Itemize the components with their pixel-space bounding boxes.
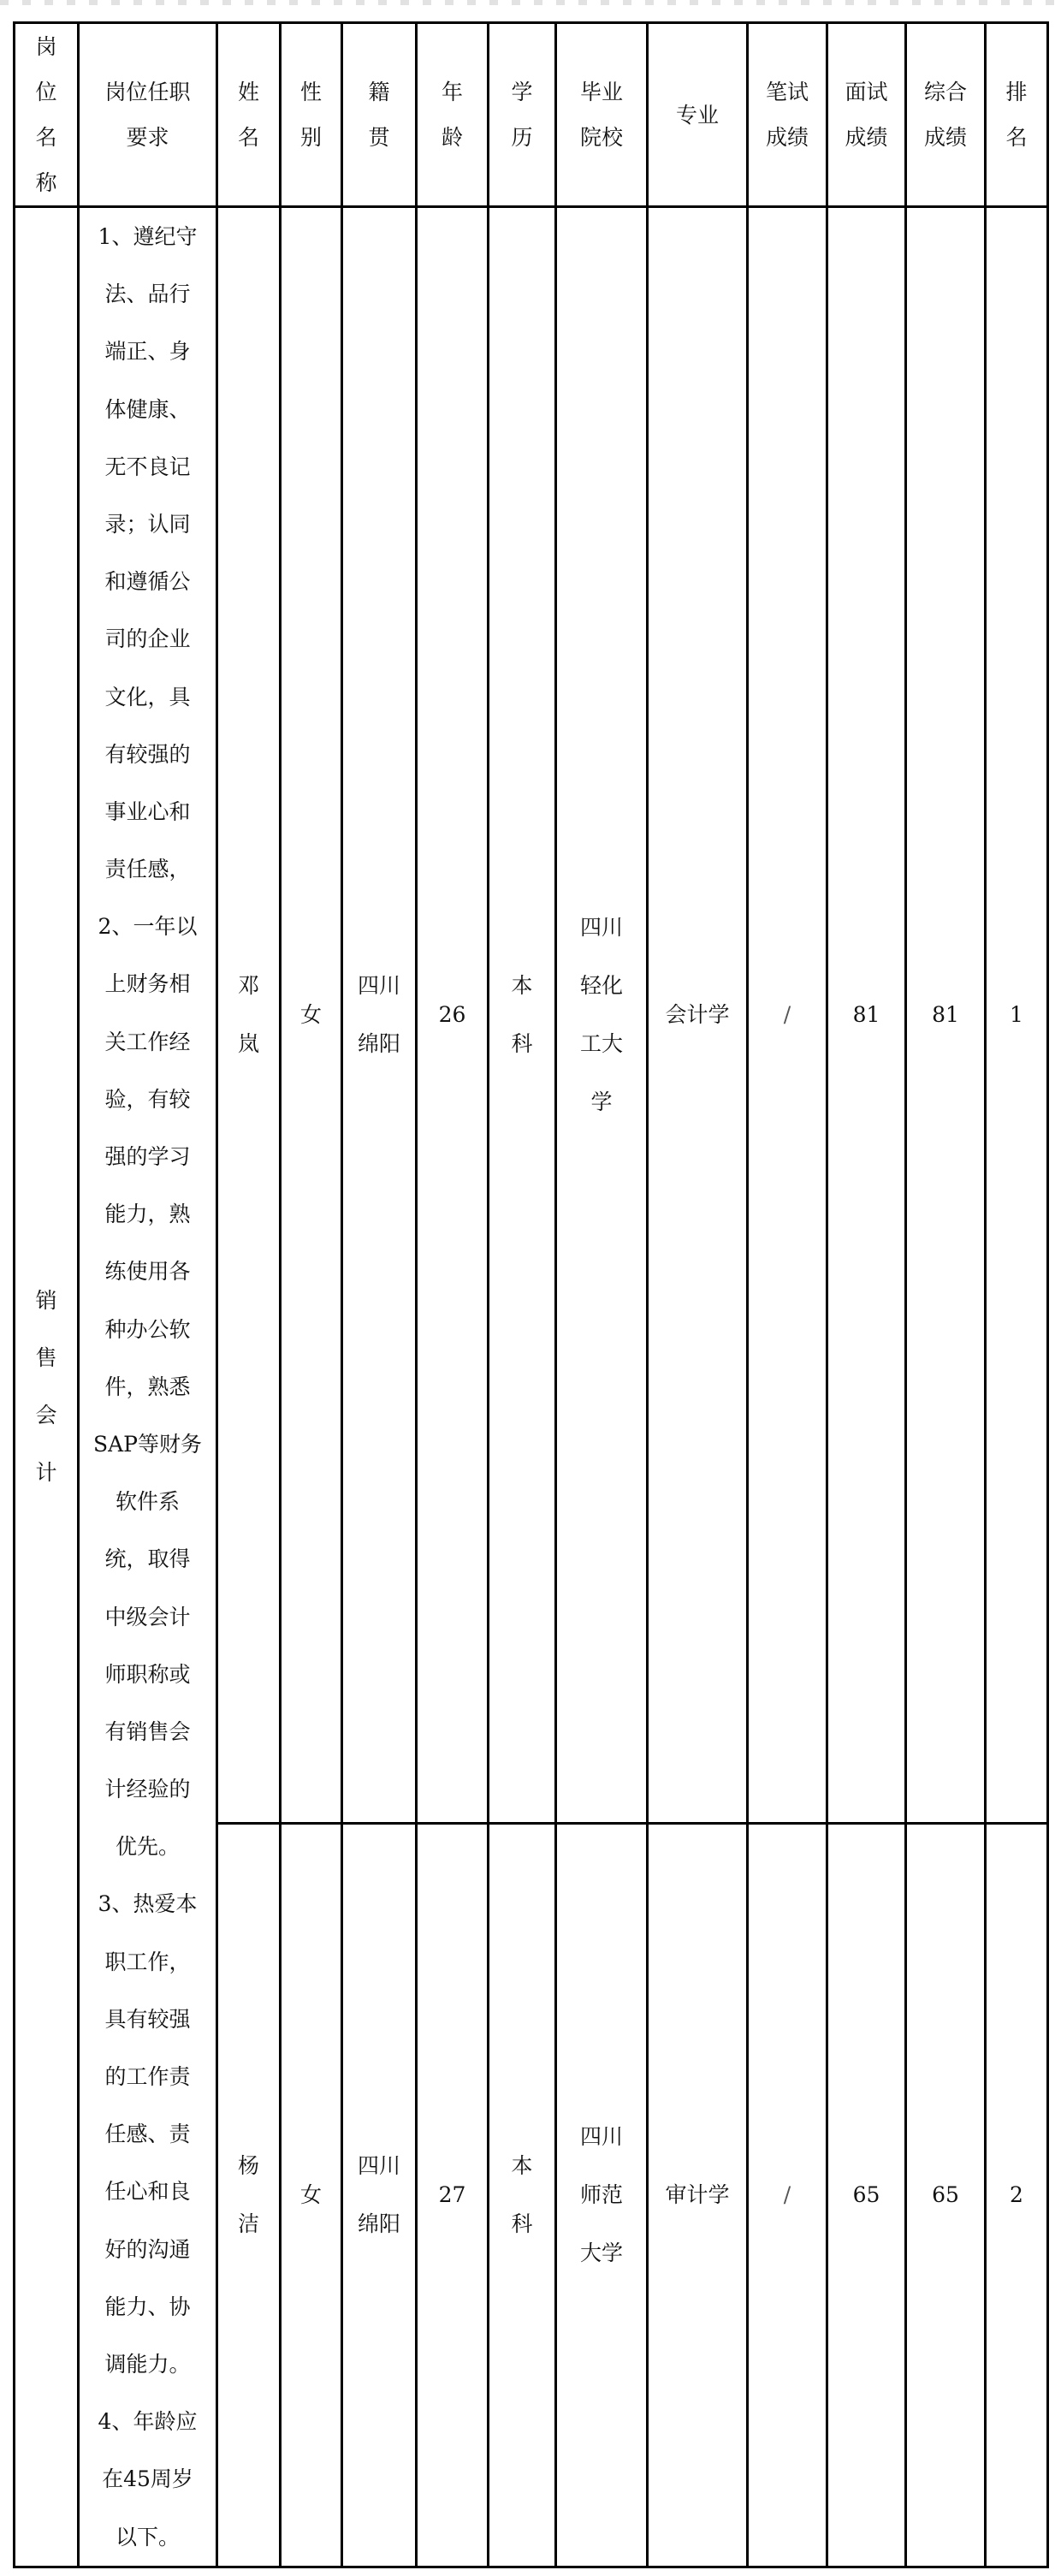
education-cell: 本 科 xyxy=(489,207,556,1824)
age-cell: 27 xyxy=(417,1824,489,2567)
rank-cell: 2 xyxy=(986,1824,1048,2567)
native-place-cell: 四川 绵阳 xyxy=(342,1824,417,2567)
header-row xyxy=(15,23,1048,207)
position-cell: 销 售 会 计 xyxy=(15,207,79,2567)
major-cell: 会计学 xyxy=(648,207,748,1824)
header-name: 姓 名 xyxy=(217,23,281,207)
header-age: 年 龄 xyxy=(417,23,489,207)
interview-score-cell: 81 xyxy=(827,207,906,1824)
header-education: 学 历 xyxy=(489,23,556,207)
header-requirements: 岗位任职 要求 xyxy=(79,23,217,207)
requirements-cell: 1、遵纪守 法、品行 端正、身 体健康、 无不良记 录；认同 和遵循公 司的企业 文化，具 有较强的 事业心和 责任感， 2、一年以 上财务相 关工作经 验，有较 强的学习 能力，熟 练使用各 种办公软 件，熟悉 SAP等财务 软件系 统，取得 中级会计 师职称或 有销售会 计经验的 优先。 3、热爱本 职工作， 具有较强 的工作责 任感、责 任心和良 好的沟通 能力、协 调能力。 4、年龄应 在45周岁 以下。 xyxy=(79,207,217,2567)
gender-cell: 女 xyxy=(281,1824,342,2567)
name-cell: 邓 岚 xyxy=(217,207,281,1824)
overall-score-cell: 81 xyxy=(906,207,986,1824)
header-major: 专业 xyxy=(648,23,748,207)
header-native-place: 籍 贯 xyxy=(342,23,417,207)
major-cell: 审计学 xyxy=(648,1824,748,2567)
name-cell: 杨 洁 xyxy=(217,1824,281,2567)
header-position: 岗 位 名 称 xyxy=(15,23,79,207)
overall-score-cell: 65 xyxy=(906,1824,986,2567)
written-score-cell: / xyxy=(748,207,827,1824)
age-cell: 26 xyxy=(417,207,489,1824)
cropped-title-strip xyxy=(0,0,1061,5)
header-gender: 性 别 xyxy=(281,23,342,207)
school-cell: 四川 师范 大学 xyxy=(556,1824,648,2567)
candidate-results-table xyxy=(13,21,1049,2568)
rank-cell: 1 xyxy=(986,207,1048,1824)
education-cell: 本 科 xyxy=(489,1824,556,2567)
header-school: 毕业 院校 xyxy=(556,23,648,207)
header-interview-score: 面试 成绩 xyxy=(827,23,906,207)
table-row xyxy=(15,207,1048,1824)
written-score-cell: / xyxy=(748,1824,827,2567)
school-cell: 四川 轻化 工大 学 xyxy=(556,207,648,1824)
header-written-score: 笔试 成绩 xyxy=(748,23,827,207)
header-rank: 排 名 xyxy=(986,23,1048,207)
gender-cell: 女 xyxy=(281,207,342,1824)
header-overall-score: 综合 成绩 xyxy=(906,23,986,207)
native-place-cell: 四川 绵阳 xyxy=(342,207,417,1824)
interview-score-cell: 65 xyxy=(827,1824,906,2567)
